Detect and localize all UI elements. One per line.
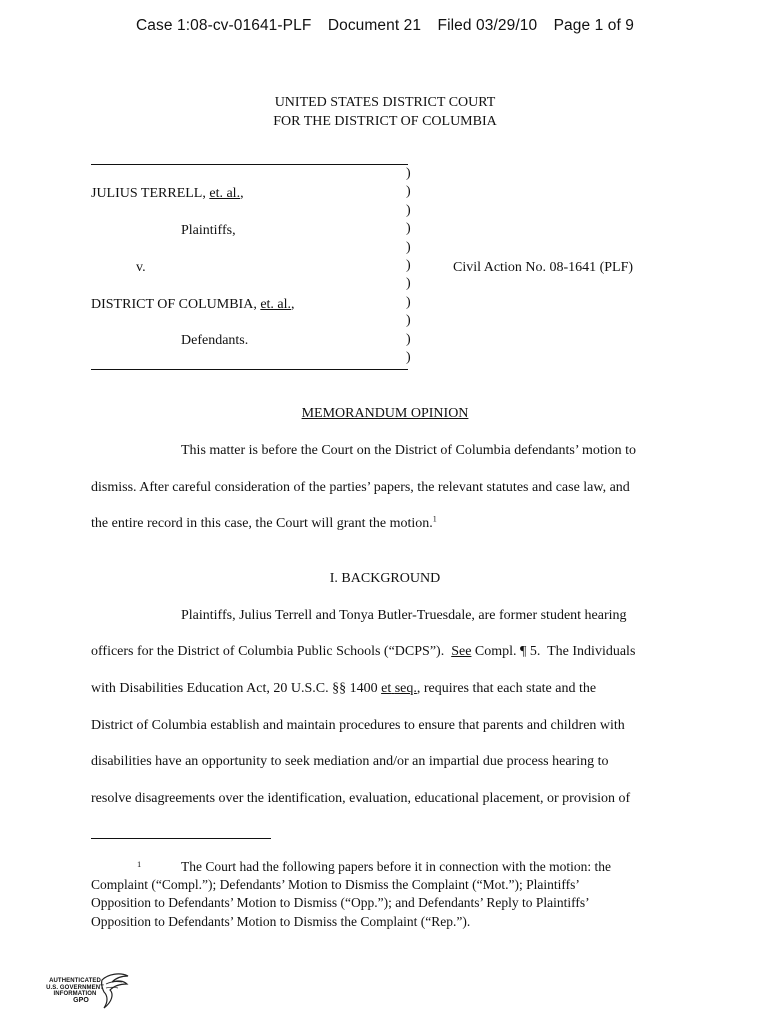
versus-label: v. (136, 260, 146, 275)
caption-bracket-column (406, 165, 411, 367)
citation-et: et (381, 681, 392, 696)
bracket: ) (406, 239, 411, 255)
paragraph-text: Compl. ¶ 5. The Individuals (471, 644, 636, 659)
seal-line: U.S. GOVERNMENT (46, 984, 104, 991)
citation-seq: seq. (394, 681, 417, 696)
footnote-line: Opposition to Defendants’ Motion to Dismiss (“Opp.”); and Defendants’ Reply to Plaintiffs’ (91, 895, 590, 911)
defendant-trail: , (291, 297, 295, 312)
paragraph-line: District of Columbia establish and maintain procedures to ensure that parents and children with (91, 718, 625, 733)
plaintiff-role: Plaintiffs, (181, 223, 236, 238)
bracket: ) (406, 184, 411, 200)
defendant-name (91, 297, 295, 313)
bracket: ) (406, 294, 411, 310)
bracket: ) (406, 257, 411, 273)
footnote-line: Complaint (“Compl.”); Defendants’ Motion to Dismiss the Complaint (“Mot.”); Plaintiffs’ (91, 877, 580, 893)
bracket: ) (406, 349, 411, 365)
bracket: ) (406, 276, 411, 292)
paragraph-line (91, 644, 635, 660)
footnote-number: 1 (137, 859, 142, 869)
paragraph-line: Plaintiffs, Julius Terrell and Tonya Butler-Truesdale, are former student hearing (181, 608, 627, 623)
paragraph-line: dismiss. After careful consideration of the parties’ papers, the relevant statutes and case law, and (91, 480, 630, 495)
paragraph-line: resolve disagreements over the identification, evaluation, educational placement, or provision of (91, 791, 631, 806)
case-header (0, 17, 770, 35)
court-district: FOR THE DISTRICT OF COLUMBIA (273, 114, 497, 129)
seal-line: INFORMATION (53, 991, 97, 997)
defendant-role: Defendants. (181, 333, 249, 348)
civil-action-number: Civil Action No. 08-1641 (PLF) (453, 260, 634, 275)
paragraph-line: disabilities have an opportunity to seek mediation and/or an impartial due process hearing to (91, 754, 609, 769)
caption-top-rule (91, 164, 408, 165)
footnote-reference[interactable]: 1 (432, 514, 437, 524)
plaintiff-etal: et. al. (209, 186, 241, 201)
bracket: ) (406, 202, 411, 218)
caption-bottom-rule (91, 369, 408, 370)
paragraph-line (91, 516, 437, 532)
bracket: ) (406, 313, 411, 329)
citation-signal: See (451, 644, 472, 659)
paragraph-text: with Disabilities Education Act, 20 U.S.C. §§ 1400 (91, 681, 382, 696)
opinion-title-text: MEMORANDUM OPINION (301, 406, 469, 421)
defendant-name-text: DISTRICT OF COLUMBIA, (91, 297, 257, 312)
filed-date: Filed 03/29/10 (437, 17, 538, 34)
footnote-line: Opposition to Defendants’ Motion to Dismiss the Complaint (“Rep.”). (91, 913, 471, 929)
bracket: ) (406, 221, 411, 237)
paragraph-text: the entire record in this case, the Court will grant the motion. (91, 516, 433, 531)
plaintiff-name-text: JULIUS TERRELL, (91, 186, 206, 201)
court-name: UNITED STATES DISTRICT COURT (274, 95, 496, 110)
paragraph-text: , requires that each state and the (416, 681, 597, 696)
section-heading: I. BACKGROUND (329, 571, 441, 586)
plaintiff-name (91, 186, 244, 202)
seal-gpo: GPO (73, 997, 89, 1004)
seal-line: AUTHENTICATED (49, 978, 101, 984)
footnote-line: The Court had the following papers before it in connection with the motion: the (181, 859, 612, 874)
document-number: Document 21 (327, 17, 422, 34)
footnote (91, 858, 671, 931)
gpo-authentication-seal (43, 972, 133, 1016)
footnote-separator (91, 838, 271, 839)
opinion-title (0, 406, 770, 422)
plaintiff-trail: , (240, 186, 244, 201)
page-indicator: Page 1 of 9 (553, 17, 634, 34)
case-number: Case 1:08-cv-01641-PLF (136, 17, 312, 34)
bracket: ) (406, 331, 411, 347)
paragraph-line (91, 681, 596, 697)
bracket: ) (406, 166, 411, 181)
paragraph-text: officers for the District of Columbia Public Schools (“DCPS”). (91, 644, 452, 659)
paragraph-line: This matter is before the Court on the District of Columbia defendants’ motion to (181, 443, 637, 458)
eagle-icon (98, 972, 130, 1012)
defendant-etal: et. al. (260, 297, 292, 312)
